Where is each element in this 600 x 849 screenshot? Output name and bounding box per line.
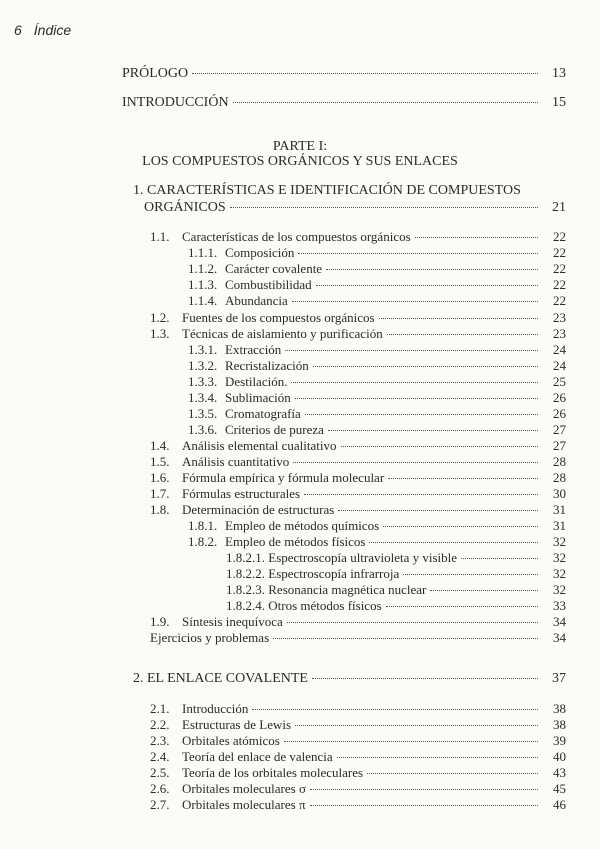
- toc-entry-number: 1.8.: [150, 502, 170, 517]
- leader-dots: [383, 526, 538, 527]
- toc-entry-page: 34: [553, 614, 566, 629]
- chapter-2-heading[interactable]: [133, 671, 566, 687]
- toc-entry[interactable]: [150, 797, 566, 813]
- leader-dots: [295, 398, 538, 399]
- toc-entry-title: Composición: [225, 245, 295, 260]
- toc-entry[interactable]: [150, 701, 566, 717]
- leader-dots: [233, 102, 538, 103]
- toc-entry-title: Fórmula empírica y fórmula molecular: [182, 470, 385, 485]
- toc-entry[interactable]: [188, 390, 566, 406]
- toc-entry-page: 40: [553, 749, 566, 764]
- toc-entry-number: 2.4.: [150, 749, 170, 764]
- toc-entry-page: 30: [553, 486, 566, 501]
- toc-entry-page: 24: [553, 342, 566, 357]
- leader-dots: [387, 334, 538, 335]
- toc-entry-number: 1.1.3.: [188, 277, 218, 292]
- toc-entry-page: 32: [553, 534, 566, 549]
- toc-entry-number: 1.8.1.: [188, 518, 218, 533]
- chapter-title-cont: ORGÁNICOS: [144, 200, 226, 215]
- toc-entry-title: Técnicas de aislamiento y purificación: [182, 326, 383, 341]
- toc-entry-number: 1.2.: [150, 310, 170, 325]
- toc-entry-number: 1.3.5.: [188, 406, 218, 421]
- toc-entry[interactable]: [226, 582, 566, 598]
- leader-dots: [284, 741, 538, 742]
- toc-entry-title: Análisis elemental cualitativo: [182, 438, 337, 453]
- toc-entry-title: Recristalización: [225, 358, 309, 373]
- leader-dots: [403, 574, 538, 575]
- toc-entry-title: Extracción: [225, 342, 282, 357]
- running-head: [14, 22, 71, 40]
- toc-entry-number: 1.5.: [150, 454, 170, 469]
- toc-entry[interactable]: [150, 733, 566, 749]
- toc-entry-number: 2.6.: [150, 781, 170, 796]
- chapter-title: 2. EL ENLACE COVALENTE: [133, 671, 308, 686]
- leader-dots: [369, 542, 538, 543]
- toc-entry[interactable]: [150, 438, 566, 454]
- toc-entry[interactable]: [150, 454, 566, 470]
- leader-dots: [305, 414, 538, 415]
- leader-dots: [430, 590, 538, 591]
- toc-entry-title: Sublimación: [225, 390, 291, 405]
- toc-entry-page: 23: [553, 326, 566, 341]
- toc-entry-prologo[interactable]: [122, 66, 566, 82]
- toc-entry-page: 28: [553, 470, 566, 485]
- toc-entry-page: 38: [553, 717, 566, 732]
- toc-entry-page: 37: [552, 671, 566, 686]
- toc-entry[interactable]: [226, 566, 566, 582]
- toc-entry-number: 1.1.: [150, 229, 170, 244]
- leader-dots: [328, 430, 538, 431]
- toc-entry[interactable]: [150, 614, 566, 630]
- toc-entry[interactable]: [188, 406, 566, 422]
- toc-entry-page: 25: [553, 374, 566, 389]
- toc-entry-title: Teoría del enlace de valencia: [182, 749, 333, 764]
- leader-dots: [192, 73, 538, 74]
- toc-entry[interactable]: [150, 630, 566, 646]
- leader-dots: [285, 350, 538, 351]
- leader-dots: [310, 805, 538, 806]
- toc-entry-page: 22: [553, 293, 566, 308]
- toc-entry[interactable]: [188, 245, 566, 261]
- toc-entry-title: Cromatografía: [225, 406, 301, 421]
- toc-entry[interactable]: [150, 717, 566, 733]
- toc-entry-number: 2.1.: [150, 701, 170, 716]
- toc-entry[interactable]: [150, 486, 566, 502]
- leader-dots: [388, 478, 538, 479]
- leader-dots: [386, 606, 538, 607]
- toc-entry[interactable]: [188, 374, 566, 390]
- toc-entry[interactable]: [150, 765, 566, 781]
- toc-entry-page: 26: [553, 390, 566, 405]
- toc-entry-number: 2.2.: [150, 717, 170, 732]
- leader-dots: [312, 678, 538, 679]
- toc-entry-number: 1.7.: [150, 486, 170, 501]
- toc-entry-number: 1.3.3.: [188, 374, 218, 389]
- toc-entry-number: 1.3.4.: [188, 390, 218, 405]
- toc-entry[interactable]: [188, 534, 566, 550]
- toc-entry-title: Ejercicios y problemas: [150, 630, 270, 645]
- toc-entry-number: 1.3.: [150, 326, 170, 341]
- leader-dots: [293, 462, 538, 463]
- toc-entry-page: 31: [553, 502, 566, 517]
- toc-entry-title: 1.8.2.3. Resonancia magnética nuclear: [226, 582, 427, 597]
- toc-entry-title: Teoría de los orbitales moleculares: [182, 765, 364, 780]
- toc-entry-title: Combustibilidad: [225, 277, 312, 292]
- toc-entry-page: 46: [553, 797, 566, 812]
- chapter-1-heading-line2[interactable]: [144, 200, 566, 216]
- chapter-1-heading-line1[interactable]: [133, 183, 566, 199]
- toc-entry[interactable]: [188, 518, 566, 534]
- leader-dots: [295, 725, 538, 726]
- toc-entry-page: 27: [553, 422, 566, 437]
- toc-entry[interactable]: [150, 470, 566, 486]
- toc-entry-page: 45: [553, 781, 566, 796]
- toc-entry-page: 38: [553, 701, 566, 716]
- toc-entry-introduccion[interactable]: [122, 95, 566, 111]
- toc-entry-page: 23: [553, 310, 566, 325]
- toc-entry-page: 31: [553, 518, 566, 533]
- toc-entry-page: 43: [553, 765, 566, 780]
- toc-entry-number: 1.3.6.: [188, 422, 218, 437]
- toc-entry-page: 21: [552, 200, 566, 215]
- toc-entry-title: Fórmulas estructurales: [182, 486, 301, 501]
- toc-entry-page: 34: [553, 630, 566, 645]
- toc-entry[interactable]: [150, 326, 566, 342]
- leader-dots: [367, 773, 538, 774]
- toc-entry-number: 2.7.: [150, 797, 170, 812]
- toc-entry-number: 1.3.2.: [188, 358, 218, 373]
- toc-entry-page: 24: [553, 358, 566, 373]
- toc-entry-title: Abundancia: [225, 293, 288, 308]
- toc-entry-page: 22: [553, 245, 566, 260]
- leader-dots: [230, 207, 538, 208]
- toc-entry-page: 22: [553, 261, 566, 276]
- toc-entry-title: Estructuras de Lewis: [182, 717, 292, 732]
- toc-entry-title: Orbitales moleculares σ: [182, 781, 306, 796]
- toc-entry-number: 2.5.: [150, 765, 170, 780]
- leader-dots: [341, 446, 538, 447]
- toc-entry-title: Síntesis inequívoca: [182, 614, 283, 629]
- toc-entry-page: 13: [552, 66, 566, 81]
- toc-entry-title: Carácter covalente: [225, 261, 323, 276]
- part-title: LOS COMPUESTOS ORGÁNICOS Y SUS ENLACES: [142, 154, 458, 169]
- leader-dots: [287, 622, 538, 623]
- toc-entry-page: 27: [553, 438, 566, 453]
- toc-entry[interactable]: [150, 310, 566, 326]
- toc-entry-title: Empleo de métodos físicos: [225, 534, 366, 549]
- leader-dots: [326, 269, 538, 270]
- leader-dots: [415, 237, 538, 238]
- toc-entry-title: Orbitales atómicos: [182, 733, 280, 748]
- toc-entry[interactable]: [150, 749, 566, 765]
- section-title: Índice: [33, 22, 72, 38]
- toc-entry-page: 22: [553, 229, 566, 244]
- toc-entry-page: 15: [552, 95, 566, 110]
- toc-entry[interactable]: [226, 598, 566, 614]
- toc-entry[interactable]: [188, 293, 566, 309]
- toc-entry-title: Características de los compuestos orgánicos: [182, 229, 411, 244]
- leader-dots: [292, 301, 538, 302]
- toc-entry[interactable]: [188, 422, 566, 438]
- page-number: 6: [14, 22, 22, 38]
- toc-entry[interactable]: [188, 358, 566, 374]
- toc-entry[interactable]: [188, 261, 566, 277]
- leader-dots: [316, 285, 538, 286]
- toc-entry-page: 22: [553, 277, 566, 292]
- toc-entry-title: Introducción: [182, 701, 249, 716]
- toc-entry-title: Orbitales moleculares π: [182, 797, 306, 812]
- toc-entry-title: 1.8.2.1. Espectroscopía ultravioleta y visible: [226, 550, 458, 565]
- toc-entry-page: 39: [553, 733, 566, 748]
- leader-dots: [291, 382, 538, 383]
- toc-entry[interactable]: [188, 277, 566, 293]
- chapter-title: 1. CARACTERÍSTICAS E IDENTIFICACIÓN DE COMPUESTOS: [133, 183, 521, 198]
- toc-entry-number: 1.1.1.: [188, 245, 218, 260]
- toc-entry-title: 1.8.2.4. Otros métodos físicos: [226, 598, 382, 613]
- toc-entry[interactable]: [150, 502, 566, 518]
- toc-entry[interactable]: [150, 229, 566, 245]
- leader-dots: [298, 253, 538, 254]
- toc-entry-page: 32: [553, 550, 566, 565]
- toc-entry-page: 32: [553, 582, 566, 597]
- toc-entry-title: Criterios de pureza: [225, 422, 324, 437]
- toc-entry-page: 33: [553, 598, 566, 613]
- toc-entry-page: 26: [553, 406, 566, 421]
- leader-dots: [304, 494, 538, 495]
- part-label: PARTE I:: [272, 139, 328, 154]
- toc-entry-title: Destilación.: [225, 374, 288, 389]
- toc-entry-page: 28: [553, 454, 566, 469]
- toc-entry[interactable]: [226, 550, 566, 566]
- leader-dots: [337, 757, 538, 758]
- leader-dots: [313, 366, 538, 367]
- toc-entry-number: 2.3.: [150, 733, 170, 748]
- leader-dots: [273, 638, 538, 639]
- toc-entry-title: PRÓLOGO: [122, 66, 189, 81]
- toc-entry-number: 1.4.: [150, 438, 170, 453]
- toc-entry-number: 1.1.2.: [188, 261, 218, 276]
- toc-entry-number: 1.8.2.: [188, 534, 218, 549]
- toc-entry-number: 1.6.: [150, 470, 170, 485]
- toc-entry-page: 32: [553, 566, 566, 581]
- toc-entry-number: 1.1.4.: [188, 293, 218, 308]
- toc-entry[interactable]: [150, 781, 566, 797]
- toc-entry-title: Fuentes de los compuestos orgánicos: [182, 310, 375, 325]
- toc-entry-title: 1.8.2.2. Espectroscopía infrarroja: [226, 566, 400, 581]
- leader-dots: [461, 558, 538, 559]
- leader-dots: [252, 709, 538, 710]
- toc-entry-number: 1.9.: [150, 614, 170, 629]
- toc-entry-title: Determinación de estructuras: [182, 502, 335, 517]
- toc-entry-title: Empleo de métodos químicos: [225, 518, 380, 533]
- leader-dots: [310, 789, 538, 790]
- leader-dots: [338, 510, 538, 511]
- toc-entry[interactable]: [188, 342, 566, 358]
- toc-entry-number: 1.3.1.: [188, 342, 218, 357]
- toc-entry-title: Análisis cuantitativo: [182, 454, 290, 469]
- toc-entry-title: INTRODUCCIÓN: [122, 95, 229, 110]
- leader-dots: [379, 318, 538, 319]
